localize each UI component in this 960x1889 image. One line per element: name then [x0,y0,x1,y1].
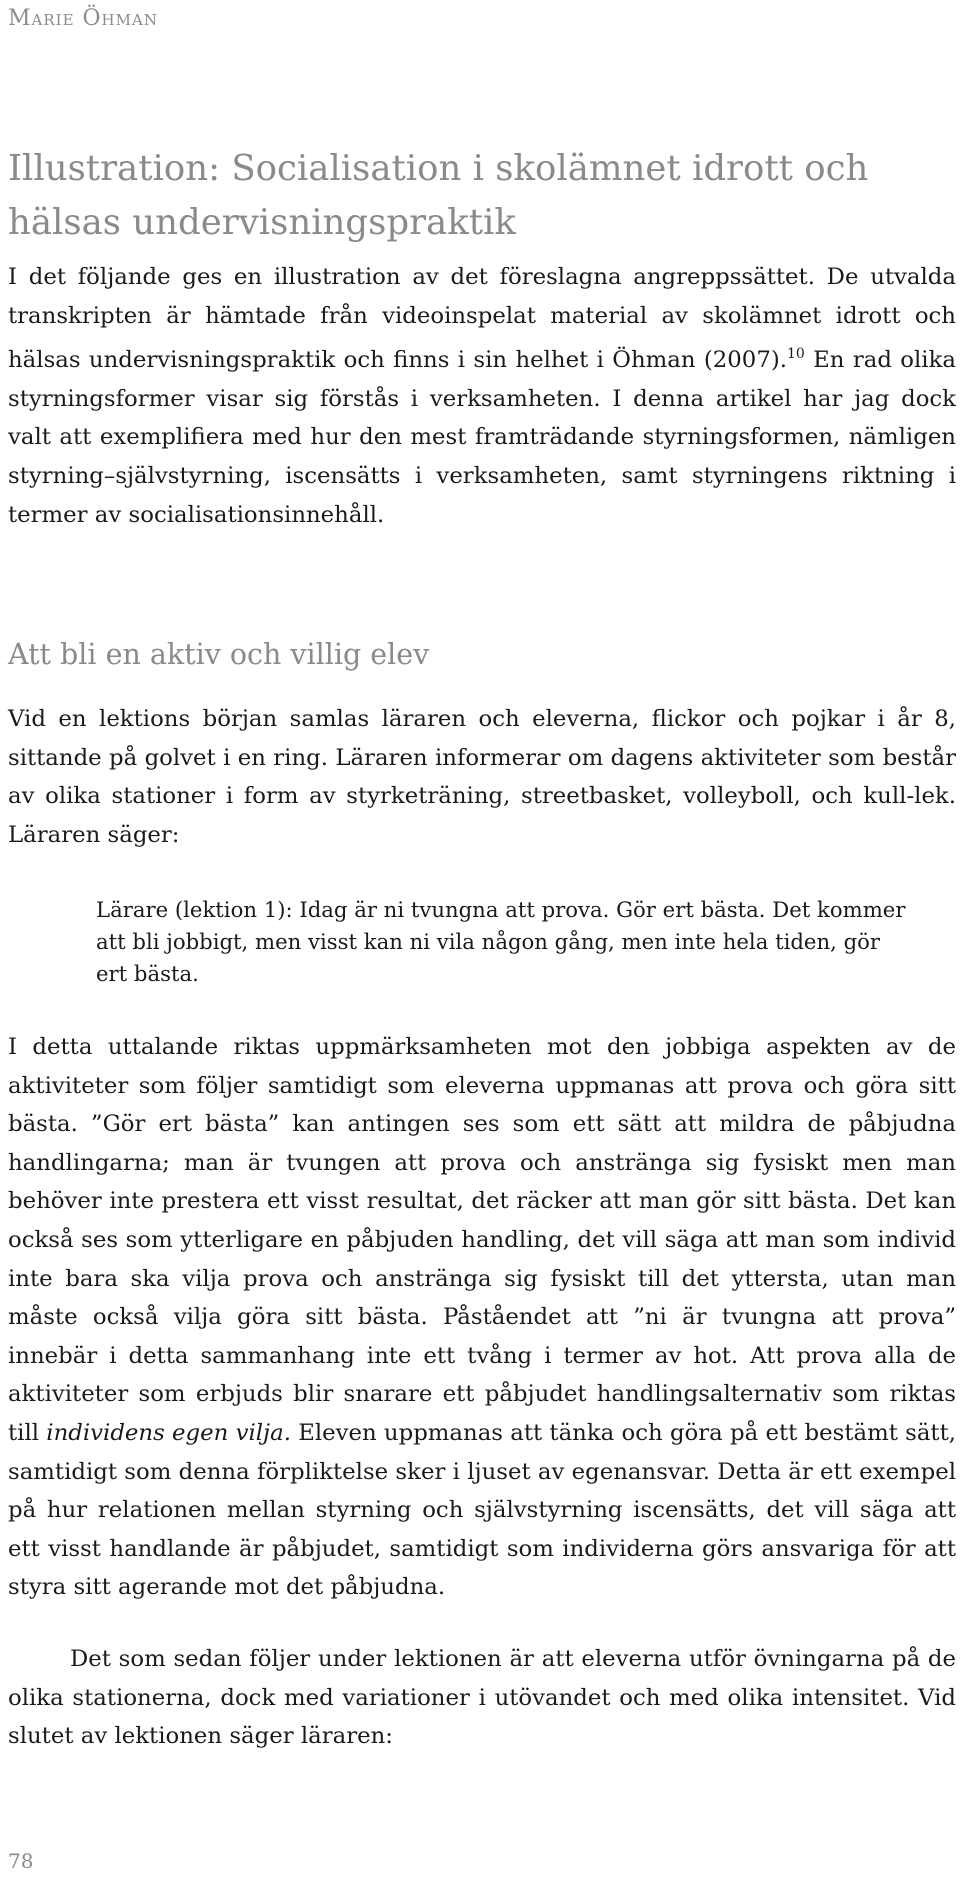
analysis-text-start: I detta uttalande riktas uppmärksamheten mot den jobbiga aspekten av de aktiviteter som följer samtidigt som eleverna uppmanas att prova och göra sitt bästa. ”Gör ert bästa” kan antingen ses som ett sätt att mildra de påbjudna handlingarna; man är tvungen att prova och anstränga sig fysiskt men man behöver inte prestera ett visst resultat, det räcker att man gör sitt bästa. Det kan också ses som ytterligare en påbjuden handling, det vill säga att man som individ inte bara ska vilja prova och anstränga sig fysiskt till det yttersta, utan man måste också vilja göra sitt bästa. Påståendet att ”ni är tvungna att prova” innebär i detta sammanhang inte ett tvång i termer av hot. Att prova alla de aktiviteter som erbjuds blir snarare ett påbjudet handlingsalternativ som riktas till [8,1034,956,1446]
lesson-intro-paragraph: Vid en lektions början samlas läraren och eleverna, flickor och pojkar i år 8, sittande på golvet i en ring. Läraren informerar om dagens aktiviteter som består av olika stationer i form av styrketräning, streetbasket, volleyboll, och kull-lek. Läraren säger: [8,706,956,848]
emphasis-individens-egen-vilja: individens egen vilja. [46,1419,291,1446]
footnote-reference[interactable]: 10 [786,346,805,363]
subheading: Att bli en aktiv och villig elev [8,638,430,671]
intro-paragraph [8,258,956,534]
analysis-paragraph [8,1028,956,1607]
page-number: 78 [8,1849,34,1873]
analysis-text-end: Eleven uppmanas att tänka och göra på ett bestämt sätt, samtidigt som denna förpliktelse sker i ljuset av egenansvar. Detta är ett exempel på hur relationen mellan styrning och självstyrning iscensätts, det vill säga att ett visst handlande är påbjudet, samtidigt som individerna görs ansvariga för att styra sitt agerande mot det påbjudna. [8,1419,956,1601]
section-title: Illustration: Socialisation i skolämnet idrott och hälsas undervisningspraktik [8,148,869,243]
running-head-author: Marie Öhman [8,6,158,31]
teacher-quote: Lärare (lektion 1): Idag är ni tvungna att prova. Gör ert bästa. Det kommer att bli jobbigt, men visst kan ni vila någon gång, men inte hela tiden, gör ert bästa. [96,897,906,986]
closing-paragraph: Det som sedan följer under lektionen är att eleverna utför övningarna på de olika stationerna, dock med variationer i utövandet och med olika intensitet. Vid slutet av lektionen säger läraren: [8,1646,956,1750]
intro-text-after-note: En rad olika styrningsformer visar sig förstås i verksamheten. I denna artikel har jag dock valt att exemplifiera med hur den mest framträdande styrningsformen, nämligen styrning–självstyrning, iscensätts i verksamheten, samt styrningens riktning i termer av socialisationsinnehåll. [8,347,957,528]
intro-text-before-note: I det följande ges en illustration av det föreslagna angreppssättet. De utvalda transkripten är hämtade från videoinspelat material av skolämnet idrott och hälsas undervisningspraktik och finns i sin helhet i Öhman (2007). [8,264,956,374]
